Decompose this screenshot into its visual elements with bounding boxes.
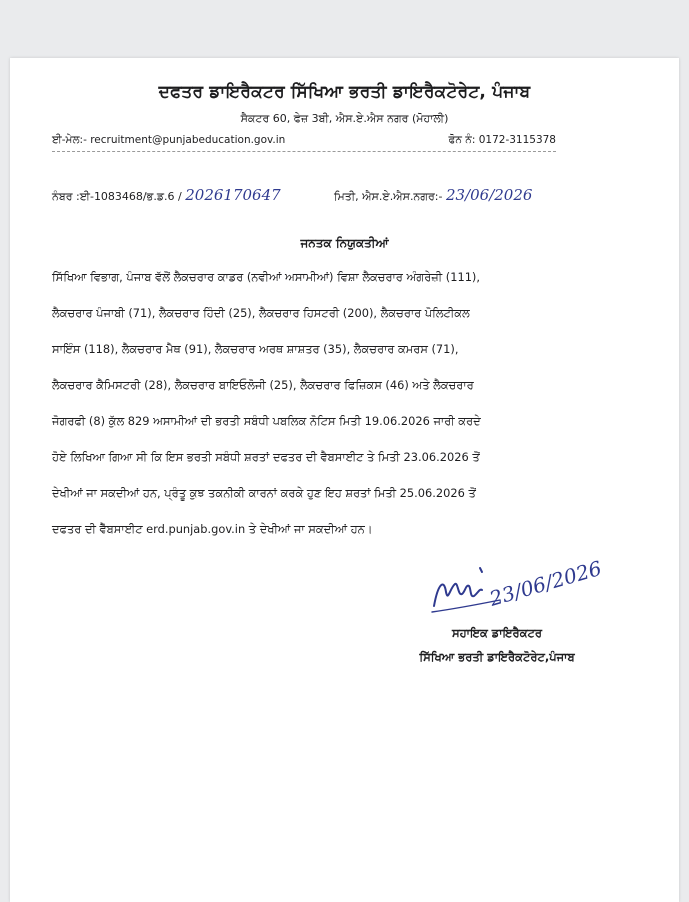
reference-date-handwritten: 23/06/2026 [445, 186, 533, 204]
reference-date-label: ਮਿਤੀ, ਐਸ.ਏ.ਐਸ.ਨਗਰ:- [334, 190, 443, 203]
reference-number-handwritten: 2026170647 [185, 186, 281, 204]
signer-department: ਸਿੱਖਿਆ ਭਰਤੀ ਡਾਇਰੈਕਟੋਰੇਟ,ਪੰਜਾਬ [419, 650, 575, 664]
notice-line: ਦਫਤਰ ਦੀ ਵੈੱਬਸਾਈਟ erd.punjab.gov.in ਤੇ ਦੇਖੀਆਂ ਜਾ ਸਕਦੀਆਂ ਹਨ। [52, 522, 373, 536]
notice-line: ਜੋਗਰਫੀ (8) ਕੁੱਲ 829 ਅਸਾਮੀਆਂ ਦੀ ਭਰਤੀ ਸਬੰਧੀ ਪਬਲਿਕ ਨੋਟਿਸ ਮਿਤੀ 19.06.2026 ਜਾਰੀ ਕਰਦੇ [52, 414, 481, 428]
notice-heading: ਜਨਤਕ ਨਿਯੁਕਤੀਆਂ [300, 236, 389, 250]
handwritten-signature [420, 548, 605, 628]
reference-number [52, 186, 281, 204]
document-page [10, 58, 679, 902]
signature-date: 23/06/2026 [486, 555, 605, 611]
phone-label: ਫੋਨ ਨੰ: [448, 134, 476, 146]
notice-line: ਦੇਖੀਆਂ ਜਾ ਸਕਦੀਆਂ ਹਨ, ਪ੍ਰੰਤੂ ਕੁਝ ਤਕਨੀਕੀ ਕਾਰਨਾਂ ਕਰਕੇ ਹੁਣ ਇਹ ਸ਼ਰਤਾਂ ਮਿਤੀ 25.06.2026 ਤੋਂ [52, 486, 476, 500]
office-address: ਸੈਕਟਰ 60, ਫੇਜ਼ 3ਬੀ, ਐਸ.ਏ.ਐਸ ਨਗਰ (ਮੋਹਾਲੀ) [240, 112, 449, 125]
notice-line: ਹੋਏ ਲਿਖਿਆ ਗਿਆ ਸੀ ਕਿ ਇਸ ਭਰਤੀ ਸਬੰਧੀ ਸ਼ਰਤਾਂ ਦਫਤਰ ਦੀ ਵੈਬਸਾਈਟ ਤੇ ਮਿਤੀ 23.06.2026 ਤੋਂ [52, 450, 480, 464]
notice-line: ਲੈਕਚਰਾਰ ਪੰਜਾਬੀ (71), ਲੈਕਚਰਾਰ ਹਿੰਦੀ (25), ਲੈਕਚਰਾਰ ਹਿਸਟਰੀ (200), ਲੈਕਚਰਾਰ ਪੋਲਿਟੀਕਲ [52, 306, 470, 320]
office-title: ਦਫਤਰ ਡਾਇਰੈਕਟਰ ਸਿੱਖਿਆ ਭਰਤੀ ਡਾਇਰੈਕਟੋਰੇਟ, ਪੰਜਾਬ [158, 82, 531, 102]
notice-line: ਸਾਇੰਸ (118), ਲੈਕਚਰਾਰ ਮੈਥ (91), ਲੈਕਚਰਾਰ ਅਰਥ ਸ਼ਾਸ਼ਤਰ (35), ਲੈਕਚਰਾਰ ਕਮਰਸ (71), [52, 342, 459, 356]
signer-designation: ਸਹਾਇਕ ਡਾਇਰੈਕਟਰ [451, 626, 543, 640]
notice-line: ਲੈਕਚਰਾਰ ਕੈਮਿਸਟਰੀ (28), ਲੈਕਚਰਾਰ ਬਾਇਓਲੋਜੀ (25), ਲੈਕਚਰਾਰ ਫਿਜ਼ਿਕਸ (46) ਅਤੇ ਲੈਕਚਰਾਰ [52, 378, 474, 392]
email-address: recruitment@punjabeducation.gov.in [90, 134, 286, 146]
reference-date [334, 186, 532, 204]
phone-block [449, 134, 556, 147]
phone-number: 0172-3115378 [478, 134, 556, 146]
reference-number-label: ਨੰਬਰ :ਈ-1083468/ਭ.ਡ.6 / [52, 190, 182, 203]
notice-line: ਸਿੱਖਿਆ ਵਿਭਾਗ, ਪੰਜਾਬ ਵੱਲੋਂ ਲੈਕਚਰਾਰ ਕਾਡਰ (ਨਵੀਆਂ ਅਸਾਮੀਆਂ) ਵਿਸ਼ਾ ਲੈਕਚਰਾਰ ਅੰਗਰੇਜ਼ੀ (111), [52, 270, 480, 284]
email-label: ਈ-ਮੇਲ:- [52, 134, 87, 146]
header-divider [52, 151, 556, 152]
email-block [52, 134, 285, 147]
